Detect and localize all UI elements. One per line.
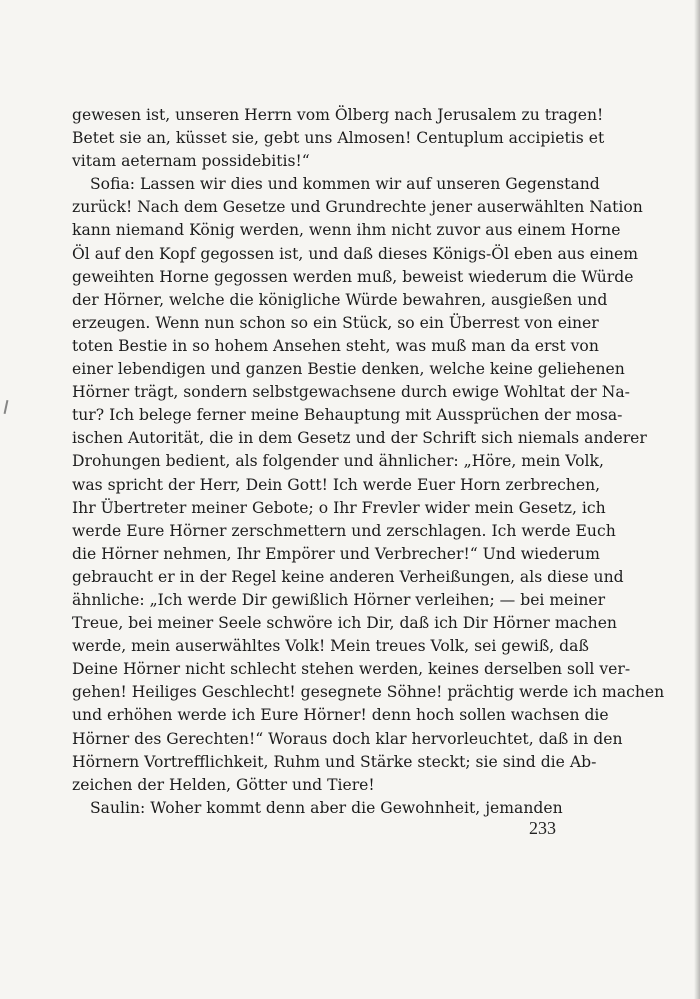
text-line: werde, mein auserwähltes Volk! Mein treues Volk, sei gewiß, daß [72, 637, 589, 656]
text-line: zeichen der Helden, Götter und Tiere! [72, 775, 375, 794]
text-line: geweihten Horne gegossen werden muß, beweist wiederum die Würde [72, 267, 634, 286]
text-line: zurück! Nach dem Gesetze und Grundrechte jener auserwählten Nation [72, 198, 643, 217]
text-line: was spricht der Herr, Dein Gott! Ich werde Euer Horn zerbrechen, [72, 475, 601, 494]
text-line: einer lebendigen und ganzen Bestie denken, welche keine geliehenen [72, 360, 625, 379]
text-line: gewesen ist, unseren Herrn vom Ölberg nach Jerusalem zu tragen! [72, 106, 604, 124]
text-line: Betet sie an, küsset sie, gebt uns Almosen! Centuplum accipietis et [72, 129, 605, 148]
text-line: tur? Ich belege ferner meine Behauptung mit Aussprüchen der mosa- [72, 406, 623, 425]
speaker-line-sofia: Sofia: Lassen wir dies und kommen wir auf unseren Gegenstand [90, 175, 600, 194]
body-text [72, 104, 665, 820]
text-line: Deine Hörner nicht schlecht stehen werden, keines derselben soll ver- [72, 660, 631, 679]
text-line: erzeugen. Wenn nun schon so ein Stück, so ein Überrest von einer [72, 313, 599, 332]
text-line: und erhöhen werde ich Eure Hörner! denn hoch sollen wachsen die [72, 706, 609, 725]
text-line: ähnliche: „Ich werde Dir gewißlich Hörner verleihen; — bei meiner [72, 590, 606, 609]
text-line: vitam aeternam possidebitis!“ [72, 152, 310, 171]
text-line: Ihr Übertreter meiner Gebote; o Ihr Frevler wider mein Gesetz, ich [72, 498, 606, 517]
speaker-line-saulin: Saulin: Woher kommt denn aber die Gewohnheit, jemanden [90, 798, 563, 817]
text-line: kann niemand König werden, wenn ihm nicht zuvor aus einem Horne [72, 221, 621, 240]
text-line: ischen Autorität, die in dem Gesetz und der Schrift sich niemals anderer [72, 429, 647, 448]
text-line: Hörner trägt, sondern selbstgewachsene durch ewige Wohltat der Na- [72, 383, 630, 402]
text-line: Drohungen bedient, als folgender und ähnlicher: „Höre, mein Volk, [72, 452, 604, 471]
page-number: 233 [529, 818, 556, 838]
text-line: der Hörner, welche die königliche Würde bewahren, ausgießen und [72, 290, 608, 309]
text-line: Öl auf den Kopf gegossen ist, und daß dieses Königs-Öl eben aus einem [72, 244, 639, 263]
text-line: toten Bestie in so hohem Ansehen steht, was muß man da erst von [72, 336, 599, 355]
text-line: die Hörner nehmen, Ihr Empörer und Verbrecher!“ Und wiederum [72, 544, 600, 563]
text-line: gehen! Heiliges Geschlecht! gesegnete Söhne! prächtig werde ich machen [72, 683, 665, 702]
text-line: werde Eure Hörner zerschmettern und zerschlagen. Ich werde Euch [72, 521, 616, 540]
page-edge-shadow [694, 0, 700, 999]
text-line: Hörner des Gerechten!“ Woraus doch klar hervorleuchtet, daß in den [72, 729, 623, 748]
text-line: Treue, bei meiner Seele schwöre ich Dir, daß ich Dir Hörner machen [72, 614, 617, 633]
text-line: gebraucht er in der Regel keine anderen Verheißungen, als diese und [72, 567, 624, 586]
text-line: Hörnern Vortrefflichkeit, Ruhm und Stärke steckt; sie sind die Ab- [72, 752, 597, 771]
margin-mark [4, 400, 9, 414]
